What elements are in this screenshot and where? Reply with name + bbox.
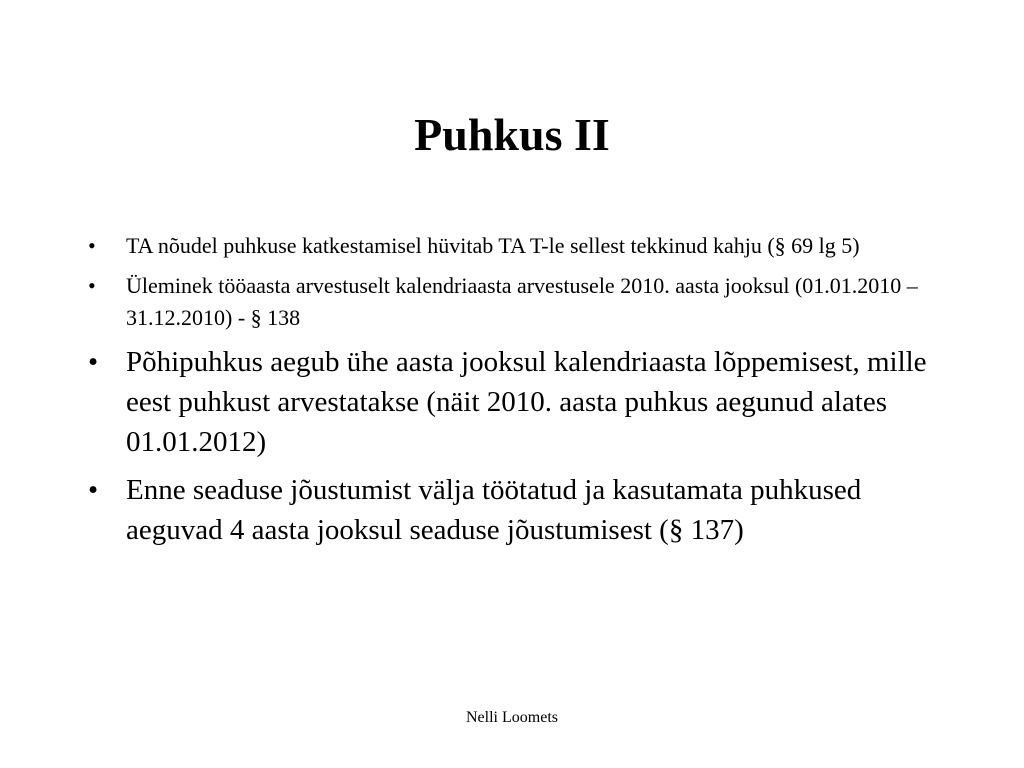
slide-title: Puhkus II xyxy=(414,109,610,160)
bullet-text: Enne seaduse jõustumist välja töötatud ja kasutamata puhkused aeguvad 4 aasta jooksul seaduse jõustumisest (§ 137) xyxy=(126,474,862,546)
bullet-dot-icon: • xyxy=(88,273,96,298)
bullet-dot-icon: • xyxy=(88,474,99,506)
bullet-dot-icon: • xyxy=(88,233,96,258)
bullet-item xyxy=(80,470,940,550)
bullet-list xyxy=(80,230,940,558)
footer-author: Nelli Loomets xyxy=(466,709,558,726)
bullet-dot-icon: • xyxy=(88,346,99,378)
bullet-item xyxy=(80,270,940,334)
bullet-text: Põhipuhkus aegub ühe aasta jooksul kalendriaasta lõppemisest, mille eest puhkust arvestatakse (näit 2010. aasta puhkus aegunud alates 01.01.2012) xyxy=(126,346,927,458)
bullet-item xyxy=(80,342,940,462)
bullet-text: TA nõudel puhkuse katkestamisel hüvitab TA T-le sellest tekkinud kahju (§ 69 lg 5) xyxy=(126,233,860,258)
bullet-text: Üleminek tööaasta arvestuselt kalendriaasta arvestusele 2010. aasta jooksul (01.01.2010 – 31.12.2010) - § 138 xyxy=(126,273,918,330)
bullet-item xyxy=(80,230,940,262)
